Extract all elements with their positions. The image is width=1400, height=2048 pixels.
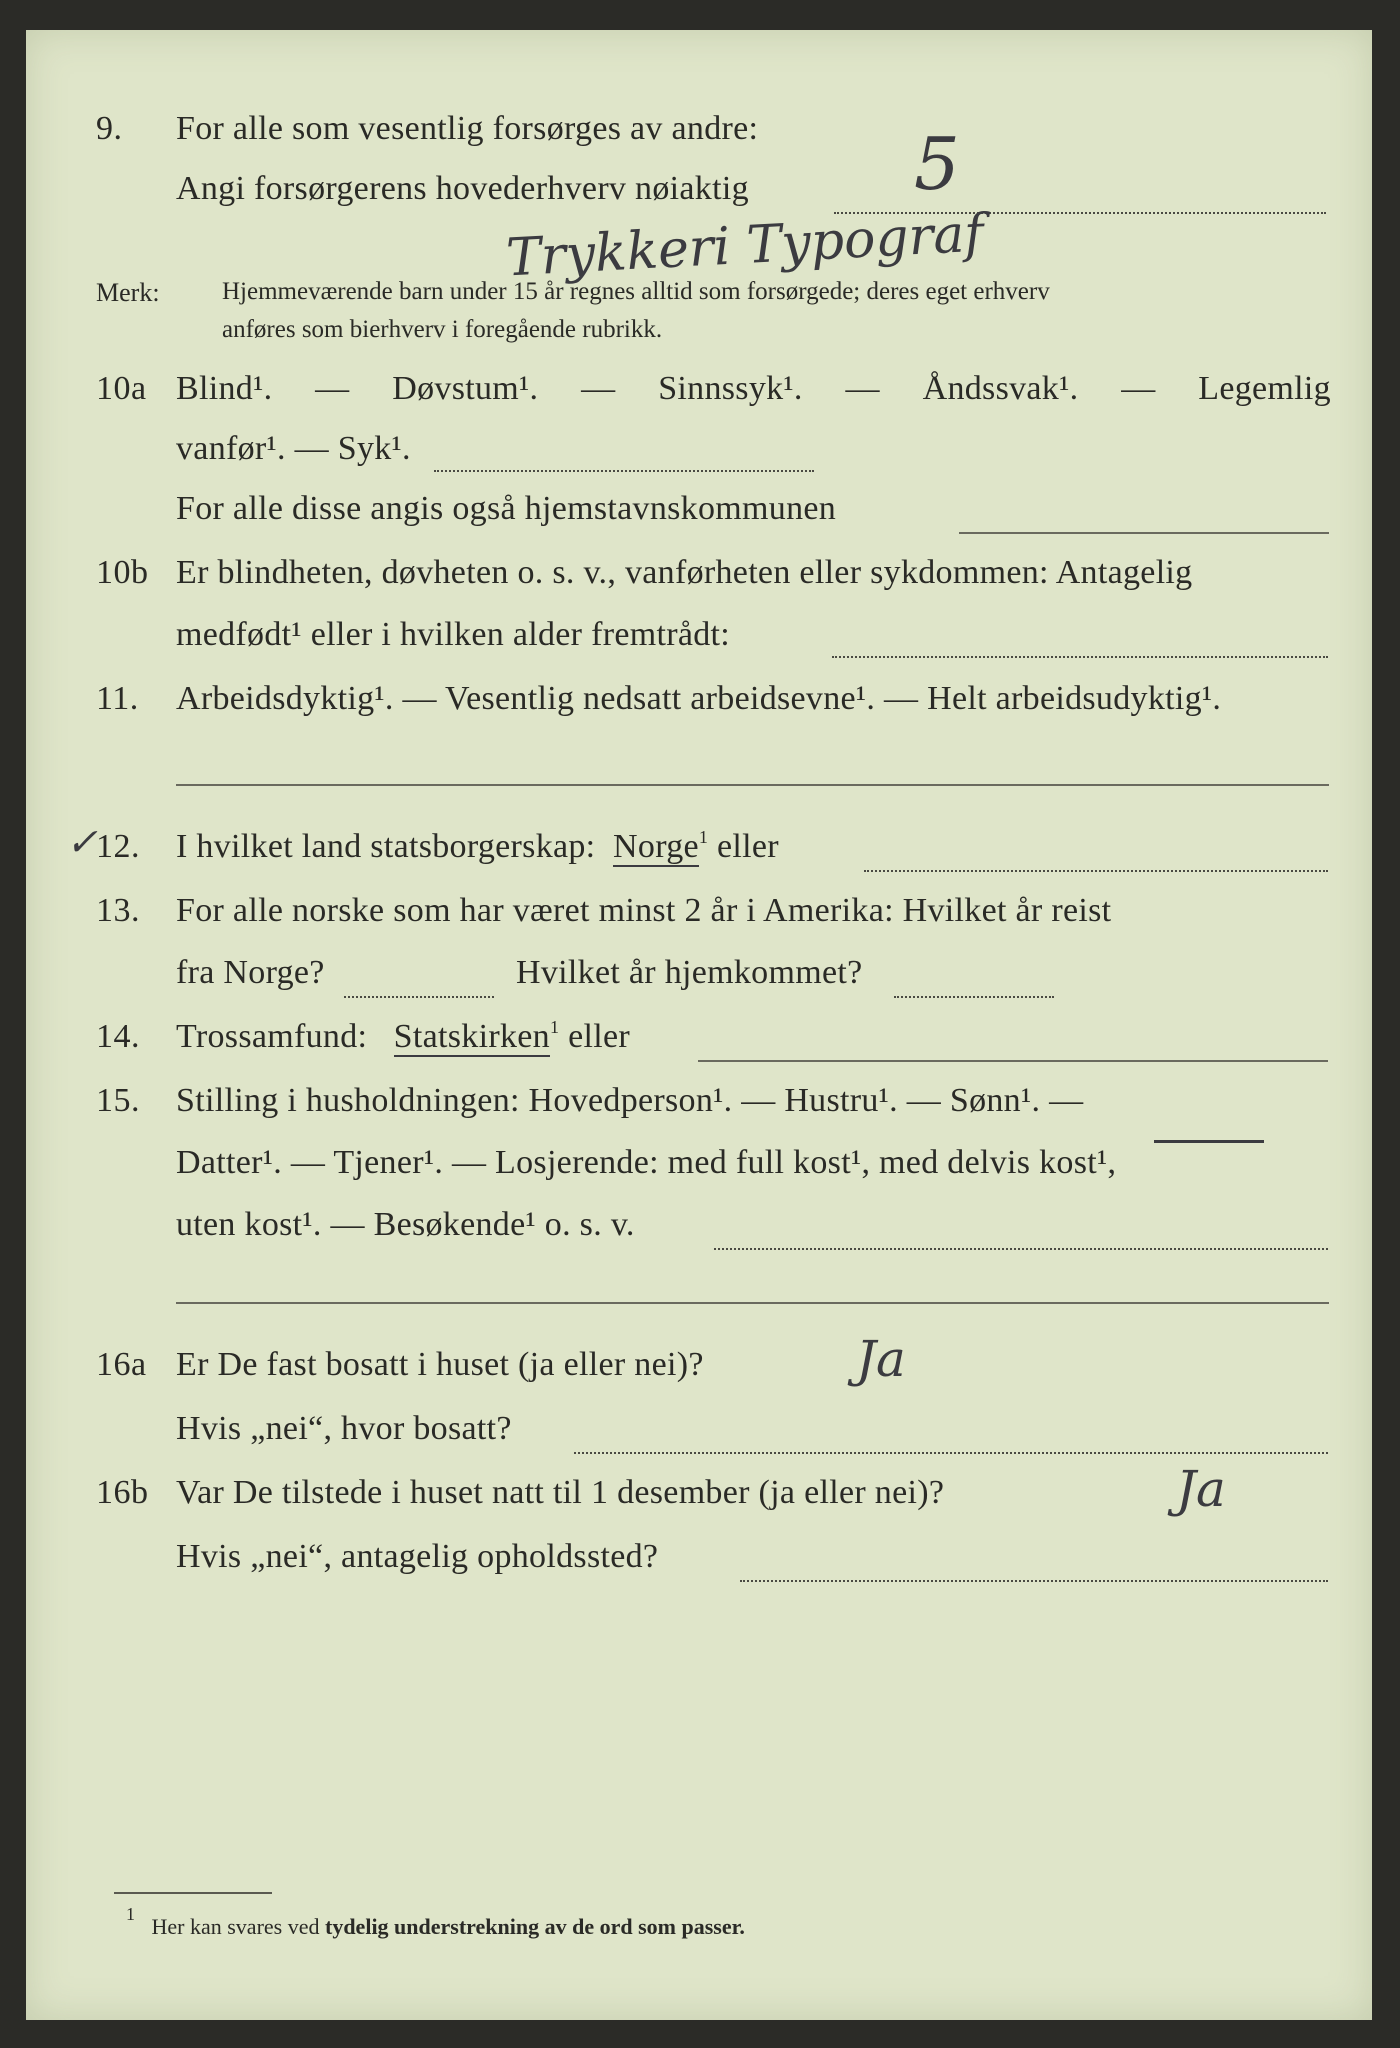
question-label: Trossamfund: (176, 1018, 368, 1055)
question-text: Hvilket år hjemkommet? (516, 954, 863, 991)
question-text: Er blindheten, døvheten o. s. v., vanførheten eller sykdommen: Antagelig (176, 554, 1193, 591)
question-10a (26, 370, 1372, 430)
answer-line-reist (344, 996, 494, 998)
question-number: 13. (96, 892, 140, 929)
question-number: 10b (96, 554, 149, 591)
dash: — (845, 370, 880, 407)
check-mark: ✓ (66, 822, 98, 864)
handwritten-answer: Ja (1176, 1460, 1226, 1518)
note-text: Hjemmeværende barn under 15 år regnes alltid som forsørgede; deres eget erhverv (222, 278, 1050, 305)
question-label: I hvilket land statsborgerskap: (176, 828, 596, 865)
note-text: anføres som bierhverv i foregående rubrikk. (222, 316, 663, 343)
question-10a-line-3 (26, 490, 1372, 550)
question-number: 10a (96, 370, 147, 407)
handwritten-answer: Ja (856, 1330, 906, 1388)
dash: — (1121, 370, 1156, 407)
question-text: medfødt¹ eller i hvilken alder fremtrådt: (176, 616, 731, 653)
handwritten-mark: 5 (914, 122, 960, 206)
answer-line (698, 1060, 1328, 1062)
footnote-text-bold: tydelig understrekning av de ord som passer. (325, 1914, 745, 1939)
sonn-underline (1154, 1140, 1264, 1143)
question-text: Var De tilstede i huset natt til 1 desember (ja eller nei)? (176, 1474, 945, 1511)
question-number: 16b (96, 1474, 149, 1511)
question-number: 15. (96, 1082, 140, 1119)
answer-line (740, 1580, 1328, 1582)
question-text: For alle norske som har været minst 2 år i Amerika: Hvilket år reist (176, 892, 1112, 929)
answer-line-hjemkommet (894, 996, 1054, 998)
question-text: Arbeidsdyktig¹. — Vesentlig nedsatt arbeidsevne¹. — Helt arbeidsudyktig¹. (176, 680, 1222, 717)
question-15 (26, 1082, 1372, 1142)
question-text (176, 370, 1331, 408)
question-16a-line-2 (26, 1410, 1372, 1470)
footnote-text: Her kan svares ved (151, 1914, 320, 1939)
question-13-line-2 (26, 954, 1372, 1014)
footnote-rule (114, 1892, 272, 1894)
question-12 (26, 822, 1372, 888)
question-text: Angi forsørgerens hovederhverv nøiaktig (176, 170, 749, 207)
question-text: For alle disse angis også hjemstavnskommunen (176, 490, 837, 527)
footnote (126, 1904, 745, 1940)
question-9 (26, 110, 1372, 170)
question-text: vanfør¹. — Syk¹. (176, 430, 411, 467)
option-eller: eller (717, 828, 779, 865)
answer-line (574, 1452, 1328, 1454)
answer-line (714, 1248, 1328, 1250)
question-16a (26, 1330, 1372, 1406)
option-legemlig: Legemlig (1198, 370, 1331, 407)
census-form-page (26, 30, 1372, 2020)
question-text: Hvis „nei“, antagelig opholdssted? (176, 1538, 659, 1575)
question-text: Datter¹. — Tjener¹. — Losjerende: med full kost¹, med delvis kost¹, (176, 1144, 1117, 1181)
answer-line (959, 532, 1329, 534)
question-number: 9. (96, 110, 123, 147)
answer-line (176, 1302, 1329, 1304)
question-text: Trossamfund: Statskirken$^1$ eller (176, 1017, 630, 1055)
question-15-line-3 (26, 1206, 1372, 1266)
answer-line (864, 870, 1328, 872)
question-15-line-2 (26, 1144, 1372, 1204)
handwritten-answer: Trykkeri Typograf (504, 203, 986, 289)
question-text: For alle som vesentlig forsørges av andre: (176, 110, 759, 147)
answer-line (832, 656, 1328, 658)
option-blind: Blind¹. (176, 370, 273, 407)
option-eller: eller (568, 1018, 630, 1055)
question-text: Er De fast bosatt i huset (ja eller nei)? (176, 1346, 704, 1383)
question-text: fra Norge? (176, 954, 325, 991)
option-statskirken-underlined: Statskirken (393, 1018, 550, 1055)
question-number: 16a (96, 1346, 147, 1383)
question-14 (26, 1018, 1372, 1078)
option-andssvak: Åndssvak¹. (922, 370, 1079, 407)
question-number: 11. (96, 680, 139, 717)
note-label: Merk: (96, 278, 160, 307)
dash: — (315, 370, 350, 407)
question-10b-line-2 (26, 616, 1372, 676)
question-text: uten kost¹. — Besøkende¹ o. s. v. (176, 1206, 635, 1243)
question-16b (26, 1460, 1372, 1534)
option-sinnssyk: Sinnssyk¹. (658, 370, 803, 407)
answer-line (176, 784, 1329, 786)
question-text: Hvis „nei“, hvor bosatt? (176, 1410, 512, 1447)
dash: — (581, 370, 616, 407)
question-10a-line-2 (26, 430, 1372, 490)
question-text: I hvilket land statsborgerskap: Norge$^1$ eller (176, 827, 779, 865)
answer-line (434, 470, 814, 472)
question-number: 12. (96, 828, 140, 865)
option-norge-underlined: Norge (613, 828, 699, 865)
question-number: 14. (96, 1018, 140, 1055)
question-10b (26, 554, 1372, 614)
question-13 (26, 892, 1372, 952)
question-text: Stilling i husholdningen: Hovedperson¹. — Hustru¹. — Sønn¹. — (176, 1082, 1084, 1119)
option-dovstum: Døvstum¹. (392, 370, 539, 407)
question-11 (26, 680, 1372, 740)
question-16b-line-2 (26, 1538, 1372, 1598)
footnote-marker: 1 (126, 1904, 135, 1924)
